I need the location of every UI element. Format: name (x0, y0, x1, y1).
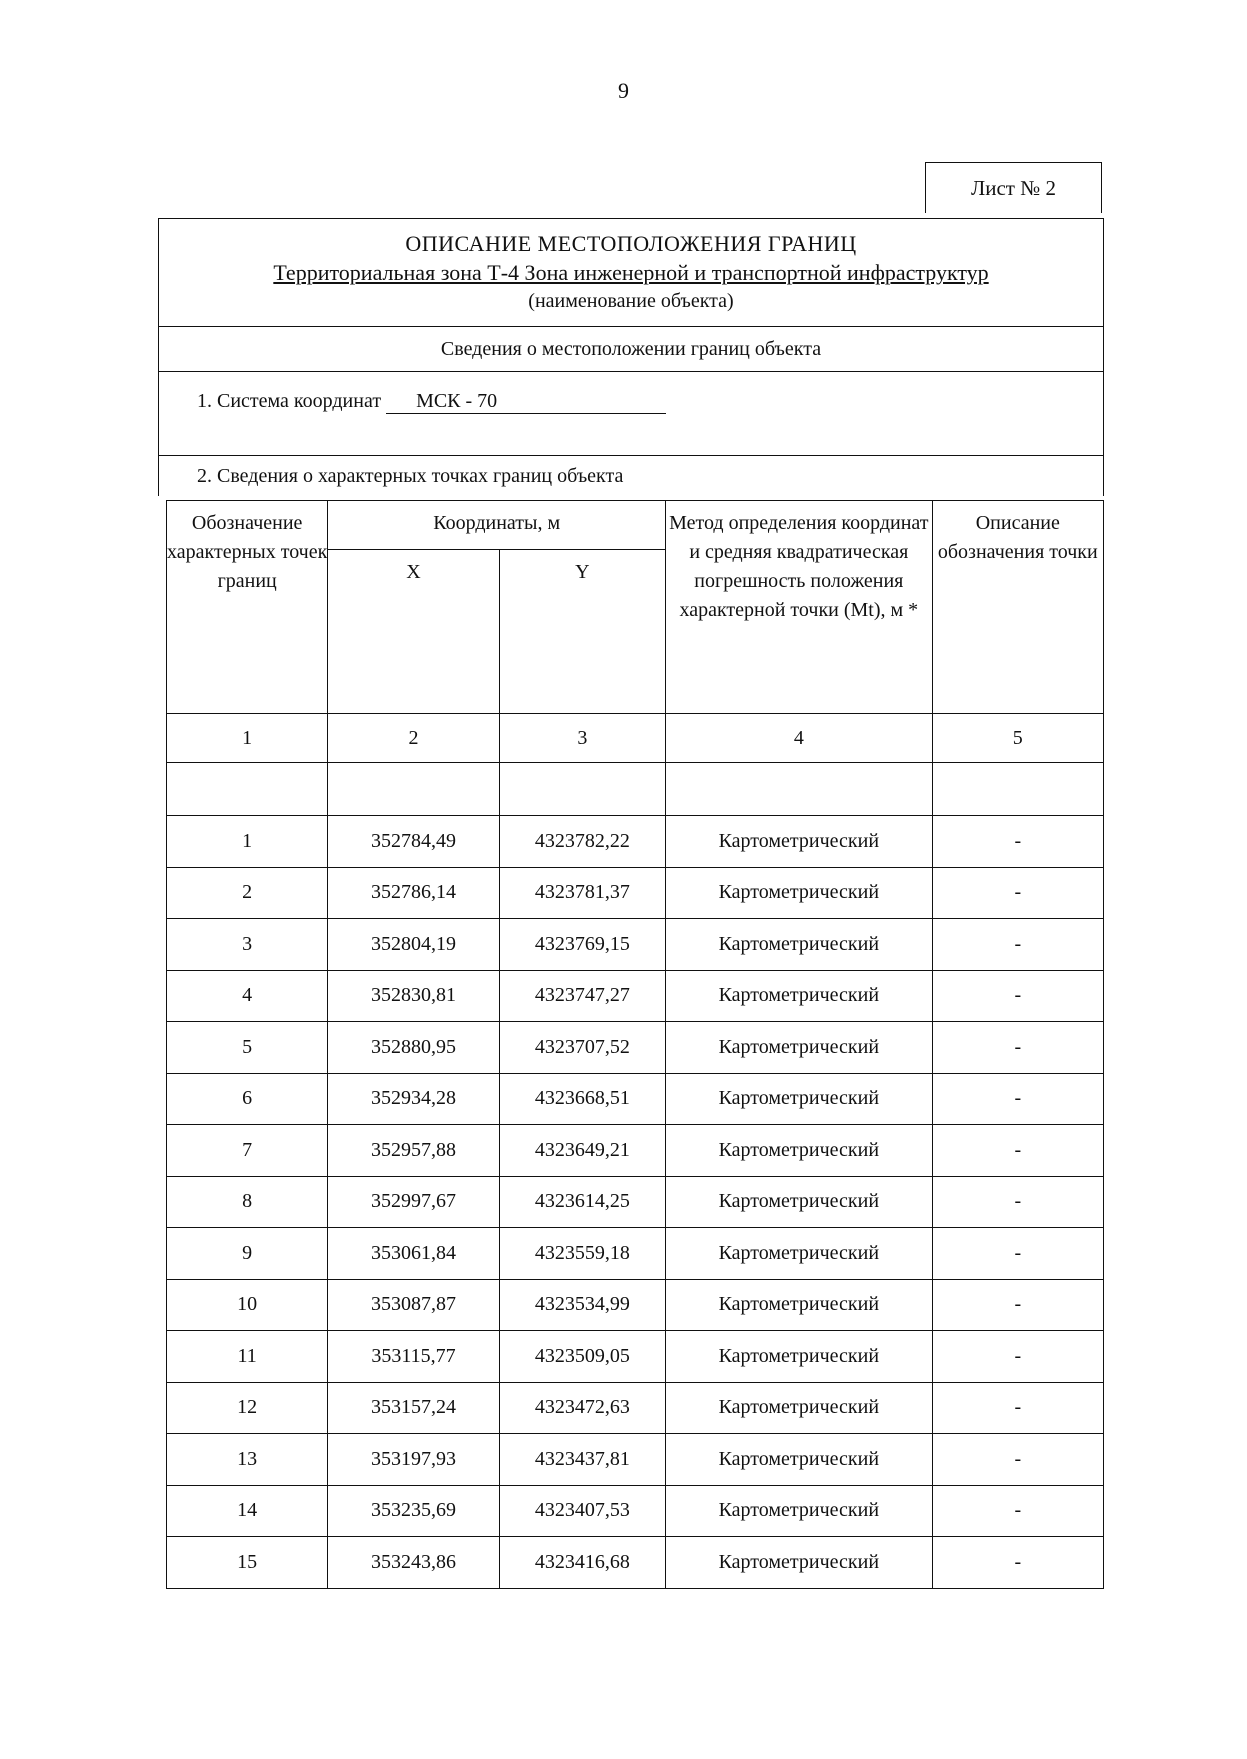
y-coordinate: 4323472,63 (499, 1382, 665, 1434)
x-coordinate: 353115,77 (328, 1331, 499, 1383)
blank-cell (666, 763, 933, 816)
x-coordinate: 353157,24 (328, 1382, 499, 1434)
column-numbers-row (167, 714, 1104, 763)
method-cell: Картометрический (666, 1537, 933, 1589)
boundary-points-table (166, 500, 1104, 1589)
x-coordinate: 352934,28 (328, 1073, 499, 1125)
table-row (167, 1485, 1104, 1537)
description-cell: - (932, 1176, 1103, 1228)
description-cell: - (932, 1073, 1103, 1125)
column-number: 3 (499, 714, 665, 763)
x-coordinate: 352784,49 (328, 816, 499, 868)
method-cell: Картометрический (666, 1176, 933, 1228)
point-number: 3 (167, 919, 328, 971)
description-cell: - (932, 1537, 1103, 1589)
point-number: 5 (167, 1022, 328, 1074)
x-coordinate: 352997,67 (328, 1176, 499, 1228)
method-cell: Картометрический (666, 1073, 933, 1125)
method-cell: Картометрический (666, 1485, 933, 1537)
points-heading: 2. Сведения о характерных точках границ объекта (197, 465, 624, 487)
y-coordinate: 4323747,27 (499, 970, 665, 1022)
sheet-label: Лист № 2 (925, 162, 1102, 213)
method-cell: Картометрический (666, 970, 933, 1022)
point-number: 8 (167, 1176, 328, 1228)
point-number: 11 (167, 1331, 328, 1383)
description-cell: - (932, 1434, 1103, 1486)
y-coordinate: 4323614,25 (499, 1176, 665, 1228)
table-row (167, 1228, 1104, 1280)
blank-row (167, 763, 1104, 816)
x-coordinate: 353197,93 (328, 1434, 499, 1486)
x-coordinate: 352830,81 (328, 970, 499, 1022)
description-cell: - (932, 1485, 1103, 1537)
object-name-text: Территориальная зона Т-4 Зона инженерной и транспортной инфраструктур (273, 260, 989, 285)
method-cell: Картометрический (666, 1125, 933, 1177)
table-row (167, 1434, 1104, 1486)
point-number: 12 (167, 1382, 328, 1434)
method-cell: Картометрический (666, 1279, 933, 1331)
description-cell: - (932, 1331, 1103, 1383)
section-heading: Сведения о местоположении границ объекта (159, 327, 1103, 372)
table-row (167, 1382, 1104, 1434)
object-name (159, 258, 1103, 287)
x-coordinate: 353061,84 (328, 1228, 499, 1280)
coordinate-system (159, 372, 1103, 456)
method-cell: Картометрический (666, 1331, 933, 1383)
point-number: 14 (167, 1485, 328, 1537)
description-cell: - (932, 1382, 1103, 1434)
page-number: 9 (618, 78, 629, 103)
object-caption: (наименование объекта) (528, 290, 734, 312)
x-coordinate: 353243,86 (328, 1537, 499, 1589)
blank-cell (932, 763, 1103, 816)
method-cell: Картометрический (666, 867, 933, 919)
header-description: Описание обозначения точки (932, 501, 1103, 714)
table-row (167, 1537, 1104, 1589)
y-coordinate: 4323416,68 (499, 1537, 665, 1589)
blank-cell (328, 763, 499, 816)
point-number: 4 (167, 970, 328, 1022)
x-coordinate: 353235,69 (328, 1485, 499, 1537)
y-coordinate: 4323407,53 (499, 1485, 665, 1537)
point-number: 15 (167, 1537, 328, 1589)
document-heading: ОПИСАНИЕ МЕСТОПОЛОЖЕНИЯ ГРАНИЦ (405, 231, 857, 256)
point-number: 2 (167, 867, 328, 919)
header-method: Метод определения координат и средняя квадратическая погрешность положения характерной точки (Mt), м * (666, 501, 933, 714)
header-coordinates: Координаты, м (328, 501, 666, 550)
header-y: Y (499, 550, 665, 714)
y-coordinate: 4323707,52 (499, 1022, 665, 1074)
description-cell: - (932, 970, 1103, 1022)
description-cell: - (932, 1228, 1103, 1280)
x-coordinate: 352786,14 (328, 867, 499, 919)
description-cell: - (932, 1125, 1103, 1177)
x-coordinate: 353087,87 (328, 1279, 499, 1331)
document-frame (158, 218, 1104, 496)
method-cell: Картометрический (666, 919, 933, 971)
point-number: 6 (167, 1073, 328, 1125)
table-row (167, 867, 1104, 919)
table-row (167, 1279, 1104, 1331)
x-coordinate: 352804,19 (328, 919, 499, 971)
y-coordinate: 4323509,05 (499, 1331, 665, 1383)
description-cell: - (932, 919, 1103, 971)
table-row (167, 1331, 1104, 1383)
table-row (167, 1125, 1104, 1177)
description-cell: - (932, 816, 1103, 868)
x-coordinate: 352957,88 (328, 1125, 499, 1177)
point-number: 7 (167, 1125, 328, 1177)
column-number: 4 (666, 714, 933, 763)
title-block (159, 219, 1103, 327)
table-row (167, 1073, 1104, 1125)
y-coordinate: 4323769,15 (499, 919, 665, 971)
point-number: 10 (167, 1279, 328, 1331)
y-coordinate: 4323782,22 (499, 816, 665, 868)
method-cell: Картометрический (666, 1434, 933, 1486)
method-cell: Картометрический (666, 1382, 933, 1434)
description-cell: - (932, 1022, 1103, 1074)
x-coordinate: 352880,95 (328, 1022, 499, 1074)
method-cell: Картометрический (666, 1022, 933, 1074)
coordinate-system-label: 1. Система координат (197, 390, 382, 412)
blank-cell (499, 763, 665, 816)
table-row (167, 970, 1104, 1022)
table-row (167, 1022, 1104, 1074)
point-number: 1 (167, 816, 328, 868)
header-x: X (328, 550, 499, 714)
coordinate-system-value: МСК - 70 (386, 390, 666, 414)
point-number: 13 (167, 1434, 328, 1486)
table-row (167, 1176, 1104, 1228)
description-cell: - (932, 1279, 1103, 1331)
table-row (167, 816, 1104, 868)
method-cell: Картометрический (666, 816, 933, 868)
column-number: 1 (167, 714, 328, 763)
y-coordinate: 4323781,37 (499, 867, 665, 919)
y-coordinate: 4323534,99 (499, 1279, 665, 1331)
y-coordinate: 4323559,18 (499, 1228, 665, 1280)
y-coordinate: 4323437,81 (499, 1434, 665, 1486)
header-designation: Обозначение характерных точек границ (167, 501, 328, 714)
point-number: 9 (167, 1228, 328, 1280)
method-cell: Картометрический (666, 1228, 933, 1280)
y-coordinate: 4323649,21 (499, 1125, 665, 1177)
column-number: 5 (932, 714, 1103, 763)
y-coordinate: 4323668,51 (499, 1073, 665, 1125)
blank-cell (167, 763, 328, 816)
column-number: 2 (328, 714, 499, 763)
table-row (167, 919, 1104, 971)
description-cell: - (932, 867, 1103, 919)
